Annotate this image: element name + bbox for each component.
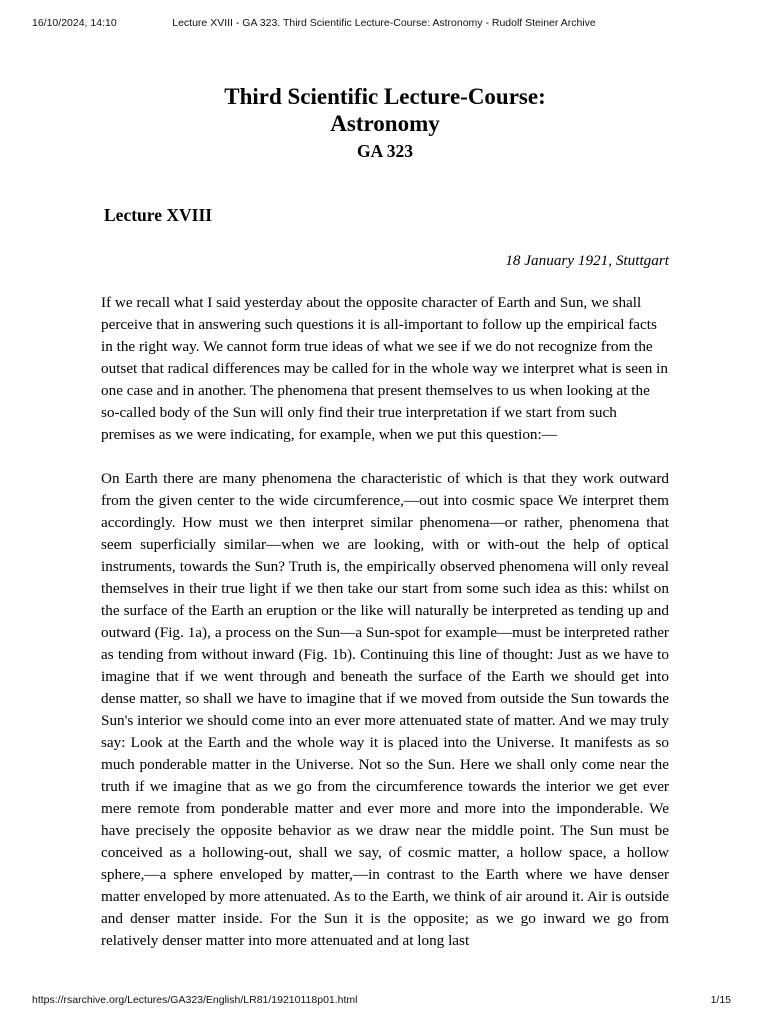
page-url[interactable]: https://rsarchive.org/Lectures/GA323/English/LR81/19210118p01.html: [32, 994, 358, 1006]
title-line-2: Astronomy: [330, 111, 440, 136]
title-block: [101, 83, 669, 163]
print-datetime: 16/10/2024, 14:10: [32, 17, 117, 29]
print-footer: [32, 994, 736, 1008]
page-number: 1/15: [710, 994, 731, 1006]
paragraph-2: On Earth there are many phenomena the characteristic of which is that they work outward from the given center to the wide circumference,—out into cosmic space We interpret them accordingly. How must we then interpret similar phenomena—or rather, phenomena that seem superficially similar—when we are looking, with or with-out the help of optical instruments, towards the Sun? Truth is, the empirically observed phenomena will only reveal themselves in their true light if we then take our start from some such idea as this: whilst on the surface of the Earth an eruption or the like will naturally be interpreted as tending up and outward (Fig. 1a), a process on the Sun—a Sun-spot for example—must be interpreted rather as tending from without inward (Fig. 1b). Continuing this line of thought: Just as we have to imagine that if we went through and beneath the surface of the Earth we should get into dense matter, so shall we have to imagine that if we moved from outside the Sun towards the Sun's interior we should come into an ever more attenuated state of matter. And we may truly say: Look at the Earth and the whole way it is placed into the Universe. It manifests as so much ponderable matter in the Universe. Not so the Sun. Here we shall only come near the truth if we imagine that as we go from the circumference towards the interior we get ever mere remote from ponderable matter and ever more and more into the imponderable. We have precisely the opposite behavior as we draw near the middle point. The Sun must be conceived as a hollowing-out, shall we say, of cosmic matter, a hollow space, a hollow sphere,—a sphere enveloped by matter,—in contrast to the Earth where we have denser matter enveloped by more attenuated. As to the Earth, we think of air around it. Air is outside and denser matter inside. For the Sun it is the opposite; as we go inward we go from relatively denser matter into more attenuated and at long last: [101, 470, 669, 949]
print-header: [32, 17, 736, 31]
body-text: [101, 292, 669, 952]
lecture-date: 18 January 1921, Stuttgart: [505, 252, 669, 269]
title-line-1: Third Scientific Lecture-Course:: [224, 84, 546, 109]
lecture-heading: Lecture XVIII: [104, 205, 213, 225]
print-page-title: Lecture XVIII - GA 323. Third Scientific Lecture-Course: Astronomy - Rudolf Steiner Archive: [172, 17, 596, 29]
document-subtitle: GA 323: [357, 141, 413, 161]
paragraph-1: If we recall what I said yesterday about the opposite character of Earth and Sun, we shall perceive that in answering such questions it is all-important to follow up the empirical facts in the right way. We cannot form true ideas of what we see if we do not recognize from the outset that radical differences may be called for in the whole way we interpret what is seen in one case and in another. The phenomena that present themselves to us when looking at the so-called body of the Sun will only find their true interpretation if we start from such premises as we were indicating, for example, when we put this question:—: [101, 294, 668, 443]
